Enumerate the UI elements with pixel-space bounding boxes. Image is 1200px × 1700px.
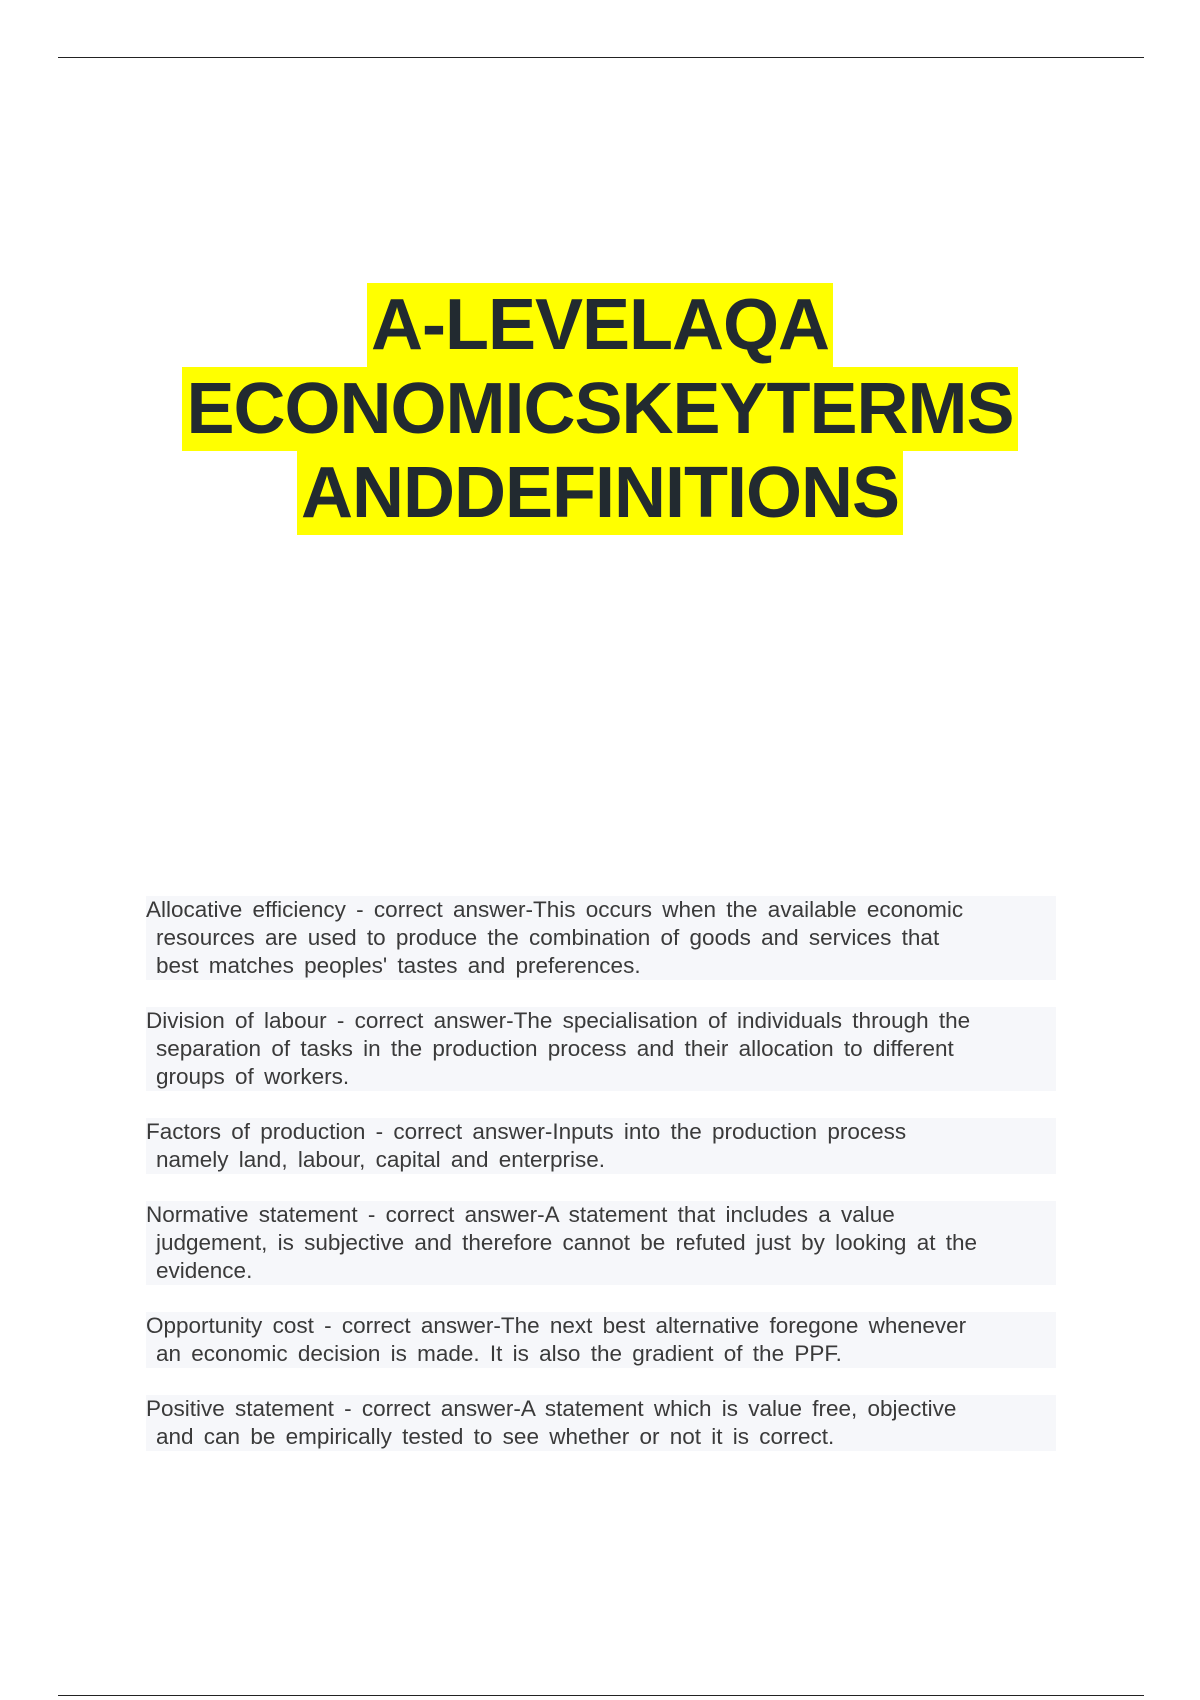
title-line-text: ECONOMICSKEYTERMS [182,367,1017,451]
definition-line: evidence. [146,1257,1056,1285]
definition-normative-statement [146,1201,1056,1285]
definition-line: Positive statement - correct answer-A statement which is value free, objective [146,1395,1056,1423]
definition-line: and can be empirically tested to see whether or not it is correct. [146,1423,1056,1451]
definition-line: Factors of production - correct answer-Inputs into the production process [146,1118,1056,1146]
definition-line: namely land, labour, capital and enterprise. [146,1146,1056,1174]
title-line-text: ANDDEFINITIONS [297,451,903,535]
definition-line: an economic decision is made. It is also the gradient of the PPF. [146,1340,1056,1368]
bottom-rule [58,1695,1144,1696]
definitions-list [146,896,1056,1478]
top-rule [58,57,1144,58]
definition-line: separation of tasks in the production process and their allocation to different [146,1035,1056,1063]
definition-opportunity-cost [146,1312,1056,1368]
title-line [0,283,1200,367]
definition-line: best matches peoples' tastes and preferences. [146,952,1056,980]
definition-allocative-efficiency [146,896,1056,980]
definition-positive-statement [146,1395,1056,1451]
definition-line: judgement, is subjective and therefore cannot be refuted just by looking at the [146,1229,1056,1257]
definition-line: Normative statement - correct answer-A statement that includes a value [146,1201,1056,1229]
definition-line: resources are used to produce the combination of goods and services that [146,924,1056,952]
definition-line: Opportunity cost - correct answer-The next best alternative foregone whenever [146,1312,1056,1340]
definition-factors-of-production [146,1118,1056,1174]
definition-line: Allocative efficiency - correct answer-This occurs when the available economic [146,896,1056,924]
document-title [0,283,1200,535]
title-line [0,367,1200,451]
title-line [0,451,1200,535]
definition-line: groups of workers. [146,1063,1056,1091]
definition-division-of-labour [146,1007,1056,1091]
definition-line: Division of labour - correct answer-The specialisation of individuals through the [146,1007,1056,1035]
title-line-text: A-LEVELAQA [367,283,833,367]
